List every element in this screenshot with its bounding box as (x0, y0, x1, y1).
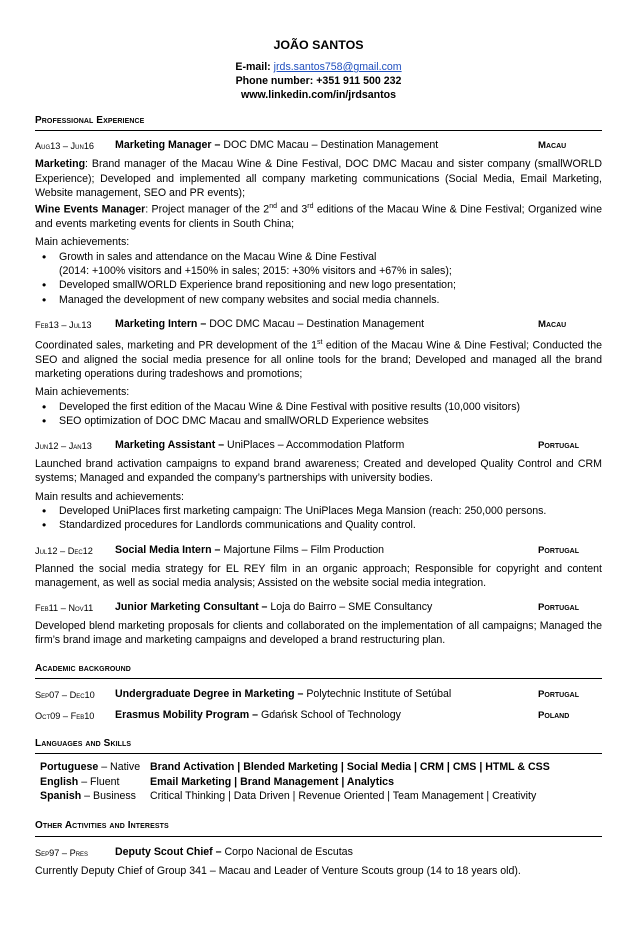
entry-header (35, 600, 602, 615)
entry-title (115, 845, 353, 859)
language-item: Spanish – Business (40, 789, 136, 802)
entry-location: Macau (538, 140, 567, 152)
skill-line: Critical Thinking | Data Driven | Revenue Oriented | Team Management | Creativity (150, 789, 537, 802)
entry-header (35, 438, 602, 453)
section-heading-other: Other Activities and Interests (35, 819, 602, 836)
entry-dates: Sep97 – Pres (35, 847, 89, 858)
entry-role: Marketing Intern – (115, 317, 207, 330)
entry-location: Portugal (538, 602, 580, 614)
list-item: • Developed smallWORLD Experience brand repositioning and new logo presentation; (35, 278, 602, 292)
list-item: • Standardized procedures for Landlords communications and Quality control. (35, 518, 602, 532)
entry-dates: Jun12 – Jan13 (35, 441, 92, 452)
candidate-name: JOÃO SANTOS (273, 38, 364, 52)
email-line (35, 60, 602, 74)
achievements-title: Main results and achievements: (35, 490, 184, 503)
skills-grid (35, 760, 602, 803)
academic-entry (35, 708, 602, 725)
email-link[interactable]: jrds.santos758@gmail.com (273, 61, 402, 73)
entry-company: DOC DMC Macau – Destination Management (206, 317, 425, 330)
entry-header (35, 138, 602, 153)
entry-school: Gdańsk School of Technology (258, 709, 401, 722)
entry-description: Coordinated sales, marketing and PR development of the 1st edition of the Macau Wine & Dine Festival; Conducted the SEO and aligned the social media presence for all online tools for the brand; Developed and managed all the brand marketing operations during tradeshows and promotions; (35, 338, 602, 380)
entry-description: Marketing: Brand manager of the Macau Wine & Dine Festival, DOC DMC Macau and sister company (smallWORLD Experience); Developed and implemented all company marketing communications (Social Media, Email Marketing, Website management, SEO and PR events); Wine Events Manager: Project manager of the 2nd and 3rd editions of the Macau Wine & Dine Festival; Organized wine and events marketing events for clients in South China; (35, 158, 602, 231)
linkedin-line[interactable]: www.linkedin.com/in/jrdsantos (240, 89, 396, 101)
achievements-list (35, 250, 602, 307)
skill-line: Brand Activation | Blended Marketing | Social Media | CRM | CMS | HTML & CSS (150, 761, 550, 774)
experience-entry (35, 600, 602, 648)
list-item: • Developed the first edition of the Macau Wine & Dine Festival with positive results (10,000 visitors) (35, 400, 602, 414)
entry-company: UniPlaces – Accommodation Platform (224, 439, 405, 452)
experience-entry (35, 543, 602, 591)
entry-location: Portugal (538, 689, 580, 701)
entry-role: Junior Marketing Consultant – (115, 601, 268, 614)
entry-location: Portugal (538, 544, 580, 556)
entry-description: Currently Deputy Chief of Group 341 – Macau and Leader of Venture Scouts group (14 to 18 years old). (35, 864, 521, 877)
entry-company: Majortune Films – Film Production (220, 543, 385, 556)
entry-header (35, 317, 602, 332)
entry-location: Portugal (538, 440, 580, 452)
entry-company: DOC DMC Macau – Destination Management (220, 139, 439, 152)
list-item: • Growth in sales and attendance on the Macau Wine & Dine Festival (2014: +100% visitors and +150% in sales; 2015: +30% visitors and +67% in sales); (35, 250, 602, 279)
entry-description: Developed blend marketing proposals for clients and collaborated on the implementation of all campaigns; Managed the firm’s brand image and marketing campaigns and developed a brand restructuring plan. (35, 620, 602, 647)
activity-entry (35, 845, 602, 878)
entry-dates: Aug13 – Jun16 (35, 141, 95, 152)
entry-dates: Jul12 – Dec12 (35, 545, 93, 556)
resume-page (35, 0, 602, 878)
achievements-list (35, 504, 602, 533)
entry-company: Loja do Bairro – SME Consultancy (267, 601, 433, 614)
skill-line: Email Marketing | Brand Management | Analytics (150, 775, 394, 788)
phone-line: Phone number: +351 911 500 232 (235, 75, 402, 87)
entry-role: Deputy Scout Chief – (115, 845, 222, 858)
section-heading-academic: Academic background (35, 662, 602, 679)
achievements-title: Main achievements: (35, 236, 130, 249)
language-item: English – Fluent (40, 775, 120, 788)
entry-header (35, 845, 602, 860)
entry-dates: Sep07 – Dec10 (35, 690, 95, 701)
entry-role: Marketing Manager – (115, 139, 221, 152)
entry-dates: Oct09 – Feb10 (35, 711, 95, 722)
entry-location: Poland (538, 710, 570, 722)
entry-title (115, 543, 384, 557)
list-item: • Managed the development of new company websites and social media channels. (35, 293, 602, 307)
entry-org: Corpo Nacional de Escutas (221, 845, 353, 858)
entry-degree: Undergraduate Degree in Marketing – (115, 688, 304, 701)
contact-block (35, 60, 602, 102)
entry-role: Social Media Intern – (115, 543, 221, 556)
entry-location: Macau (538, 318, 567, 330)
experience-entry (35, 317, 602, 428)
academic-entry (35, 687, 602, 704)
entry-description: Planned the social media strategy for EL REY film in an organic approach; Responsible for copyright and content management, as well as social media analysis; Assisted on the website social media integration. (35, 562, 602, 589)
entry-title (115, 438, 404, 452)
section-heading-experience: Professional Experience (35, 114, 602, 131)
entry-title (115, 687, 451, 701)
experience-entry (35, 138, 602, 307)
list-item: • Developed UniPlaces first marketing campaign: The UniPlaces Mega Mansion (reach: 250,000 persons. (35, 504, 602, 518)
achievements-list (35, 400, 602, 429)
entry-dates: Feb11 – Nov11 (35, 603, 94, 614)
entry-title (115, 708, 401, 722)
entry-role: Marketing Assistant – (115, 439, 225, 452)
achievements-title: Main achievements: (35, 386, 130, 399)
language-item: Portuguese – Native (40, 761, 141, 774)
entry-degree: Erasmus Mobility Program – (115, 709, 259, 722)
entry-school: Polytechnic Institute of Setúbal (303, 688, 452, 701)
list-item: • SEO optimization of DOC DMC Macau and smallWORLD Experience websites (35, 414, 602, 428)
experience-entry (35, 438, 602, 532)
entry-dates: Feb13 – Jul13 (35, 319, 92, 330)
entry-header (35, 543, 602, 558)
entry-title (115, 138, 438, 152)
email-label: E-mail: (235, 61, 271, 73)
entry-title (115, 600, 432, 614)
entry-title (115, 317, 424, 331)
entry-description: Launched brand activation campaigns to expand brand awareness; Created and developed Quality Control and CRM systems; Managed and expanded the company’s partnerships with university bodies. (35, 458, 602, 485)
section-heading-languages: Languages and Skills (35, 737, 602, 754)
